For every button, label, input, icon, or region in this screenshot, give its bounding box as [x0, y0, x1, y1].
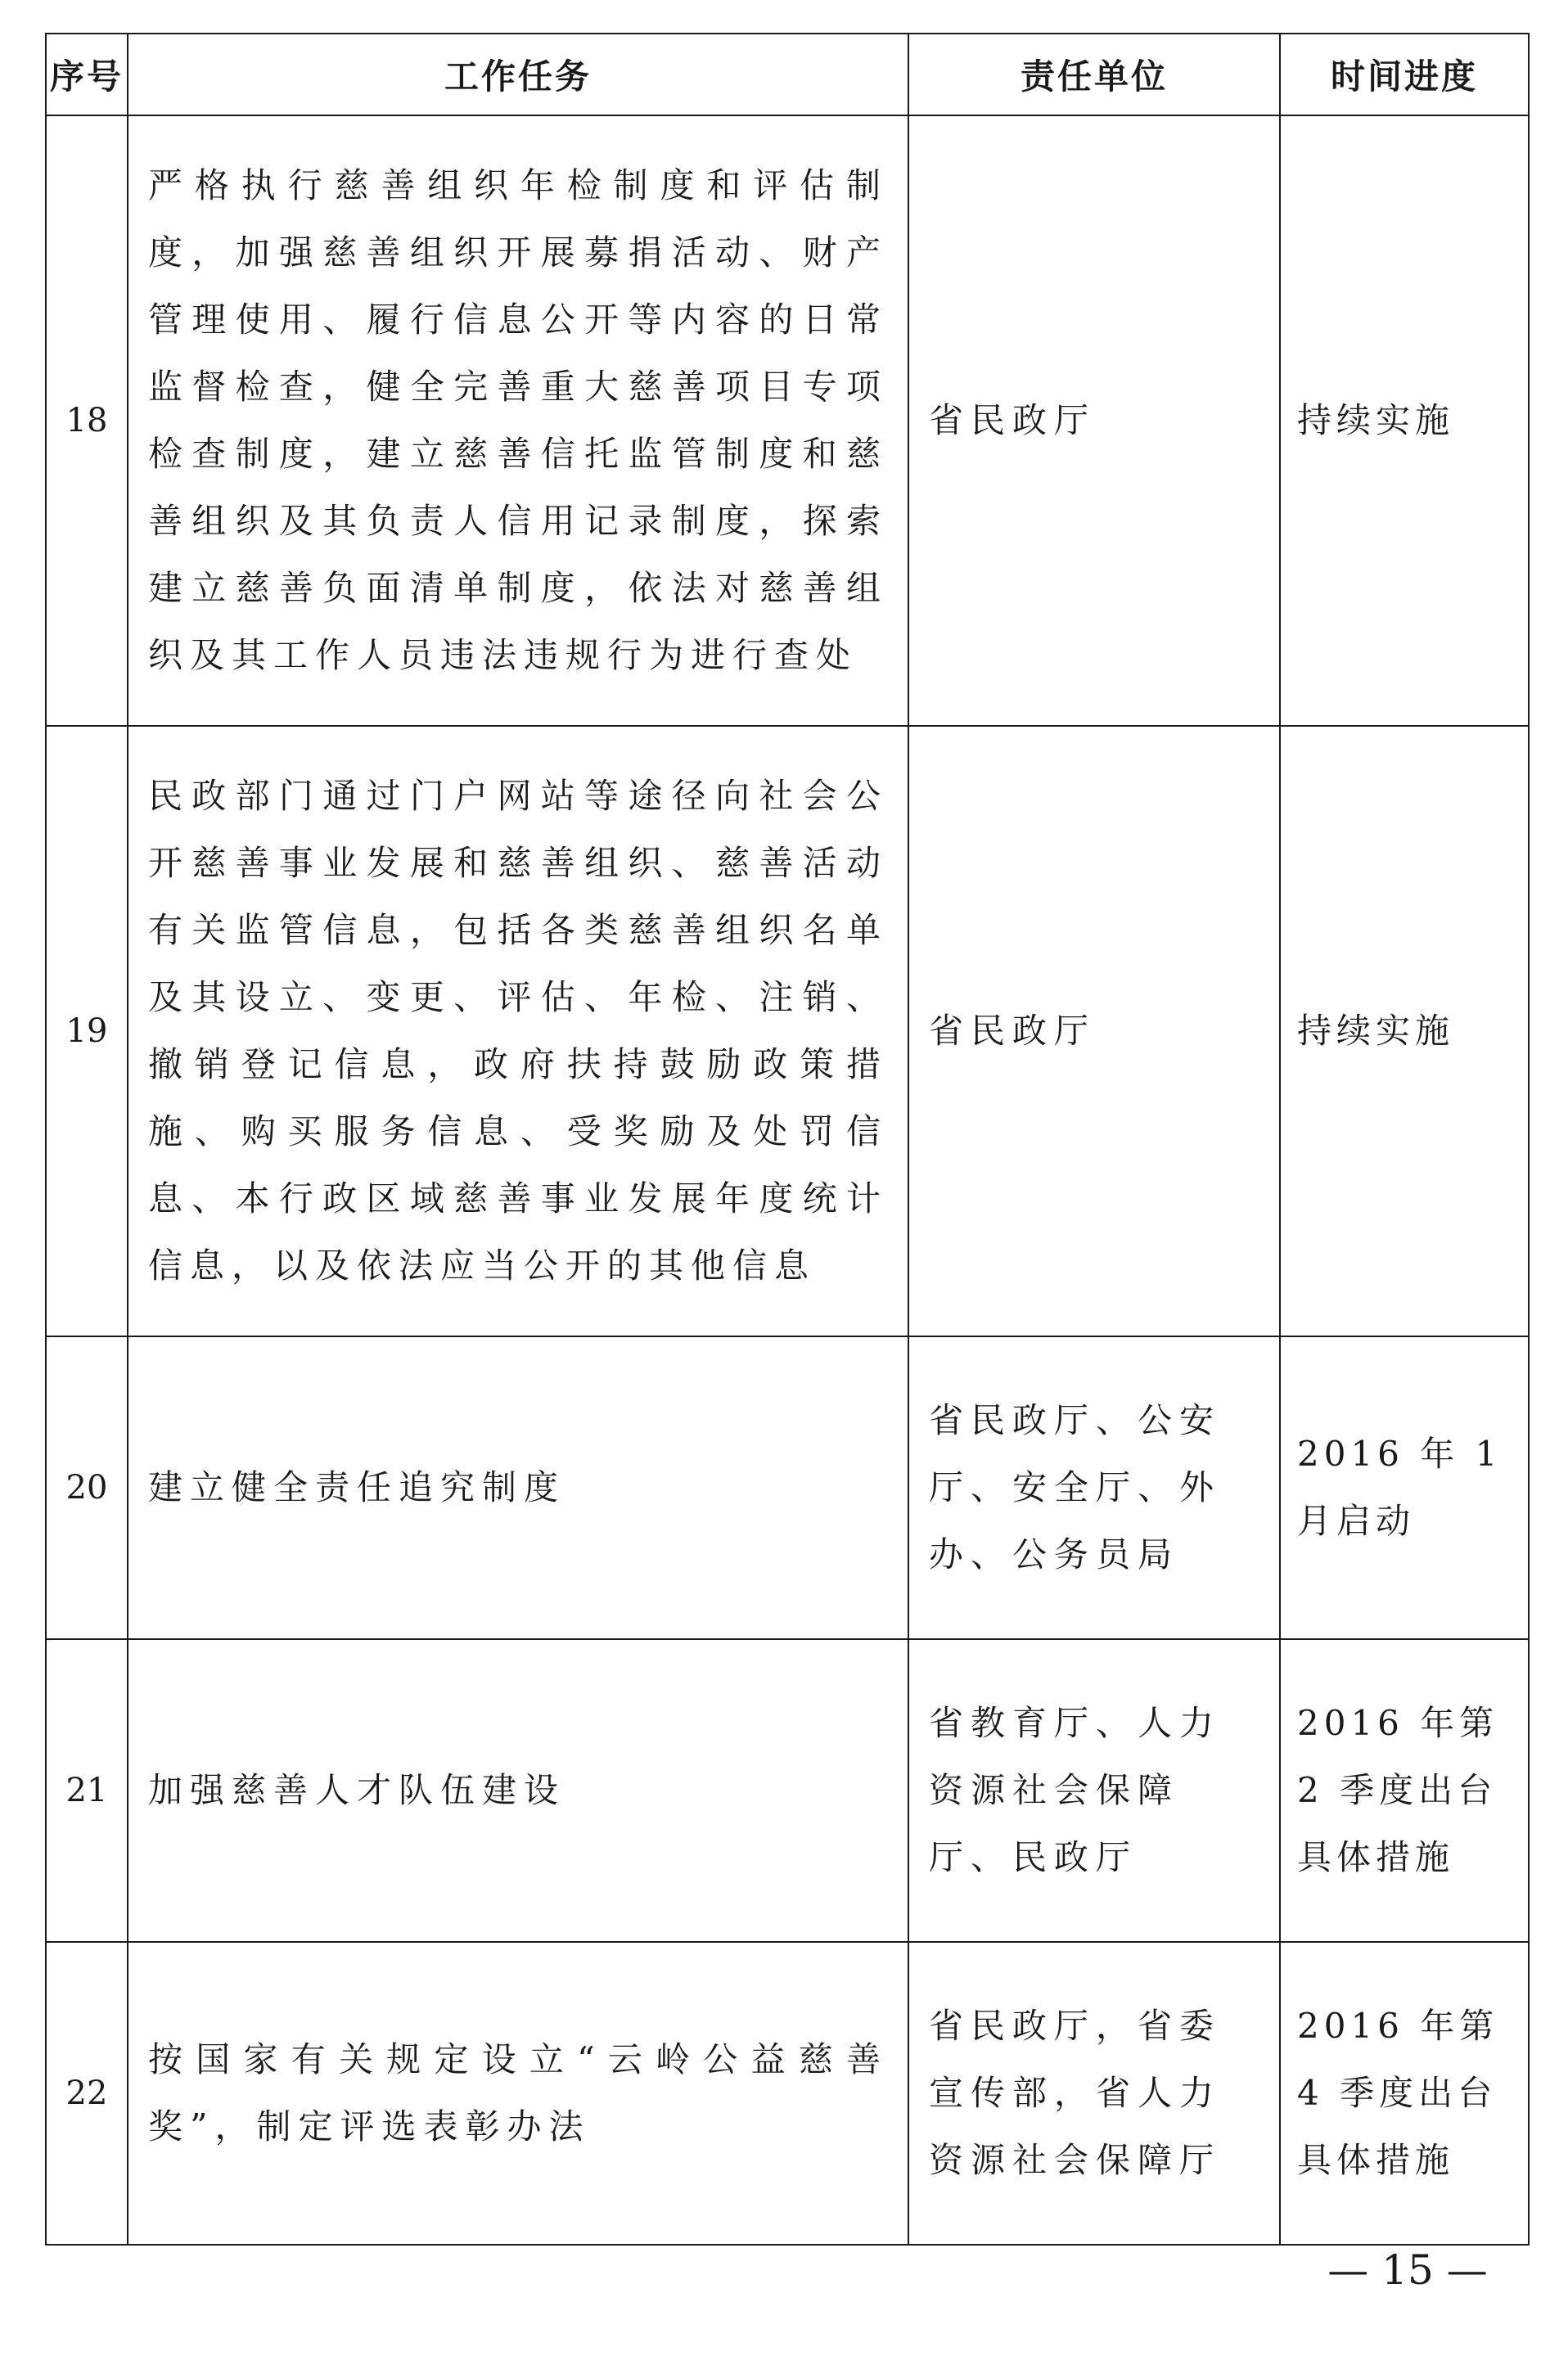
- table-row: [46, 726, 1529, 1336]
- row-unit: 省民政厅: [908, 115, 1280, 726]
- row-time: 持续实施: [1280, 115, 1529, 726]
- header-task: 工作任务: [128, 34, 908, 115]
- row-time: 2016 年第 4 季度出台具体措施: [1280, 1942, 1529, 2245]
- row-number: 19: [46, 726, 128, 1336]
- row-time: 持续实施: [1280, 726, 1529, 1336]
- row-unit: 省教育厅、人力资源社会保障厅、民政厅: [908, 1639, 1280, 1942]
- row-unit: 省民政厅，省委宣传部，省人力资源社会保障厅: [908, 1942, 1280, 2245]
- row-number: 20: [46, 1336, 128, 1639]
- row-number: 22: [46, 1942, 128, 2245]
- table-row: [46, 1336, 1529, 1639]
- row-task: 民政部门通过门户网站等途径向社会公开慈善事业发展和慈善组织、慈善活动有关监管信息，包括各类慈善组织名单及其设立、变更、评估、年检、注销、撤销登记信息，政府扶持鼓励政策措施、购买服务信息、受奖励及处罚信息、本行政区域慈善事业发展年度统计信息，以及依法应当公开的其他信息: [128, 726, 908, 1336]
- task-table: [45, 33, 1530, 2246]
- row-task: 建立健全责任追究制度: [128, 1336, 908, 1639]
- row-unit: 省民政厅、公安厅、安全厅、外办、公务员局: [908, 1336, 1280, 1639]
- row-number: 21: [46, 1639, 128, 1942]
- row-task: 按国家有关规定设立“云岭公益慈善奖”，制定评选表彰办法: [128, 1942, 908, 2245]
- header-time: 时间进度: [1280, 34, 1529, 115]
- row-unit: 省民政厅: [908, 726, 1280, 1336]
- page-number: — 15 —: [1327, 2246, 1488, 2294]
- table-row: [46, 1639, 1529, 1942]
- row-task: 加强慈善人才队伍建设: [128, 1639, 908, 1942]
- row-number: 18: [46, 115, 128, 726]
- row-time: 2016 年 1 月启动: [1280, 1336, 1529, 1639]
- header-unit: 责任单位: [908, 34, 1280, 115]
- table-row: [46, 1942, 1529, 2245]
- table-row: [46, 115, 1529, 726]
- row-task: 严格执行慈善组织年检制度和评估制度，加强慈善组织开展募捐活动、财产管理使用、履行信息公开等内容的日常监督检查，健全完善重大慈善项目专项检查制度，建立慈善信托监管制度和慈善组织及其负责人信用记录制度，探索建立慈善负面清单制度，依法对慈善组织及其工作人员违法违规行为进行查处: [128, 115, 908, 726]
- header-no: 序号: [46, 34, 128, 115]
- row-time: 2016 年第 2 季度出台具体措施: [1280, 1639, 1529, 1942]
- table-header-row: [46, 34, 1529, 115]
